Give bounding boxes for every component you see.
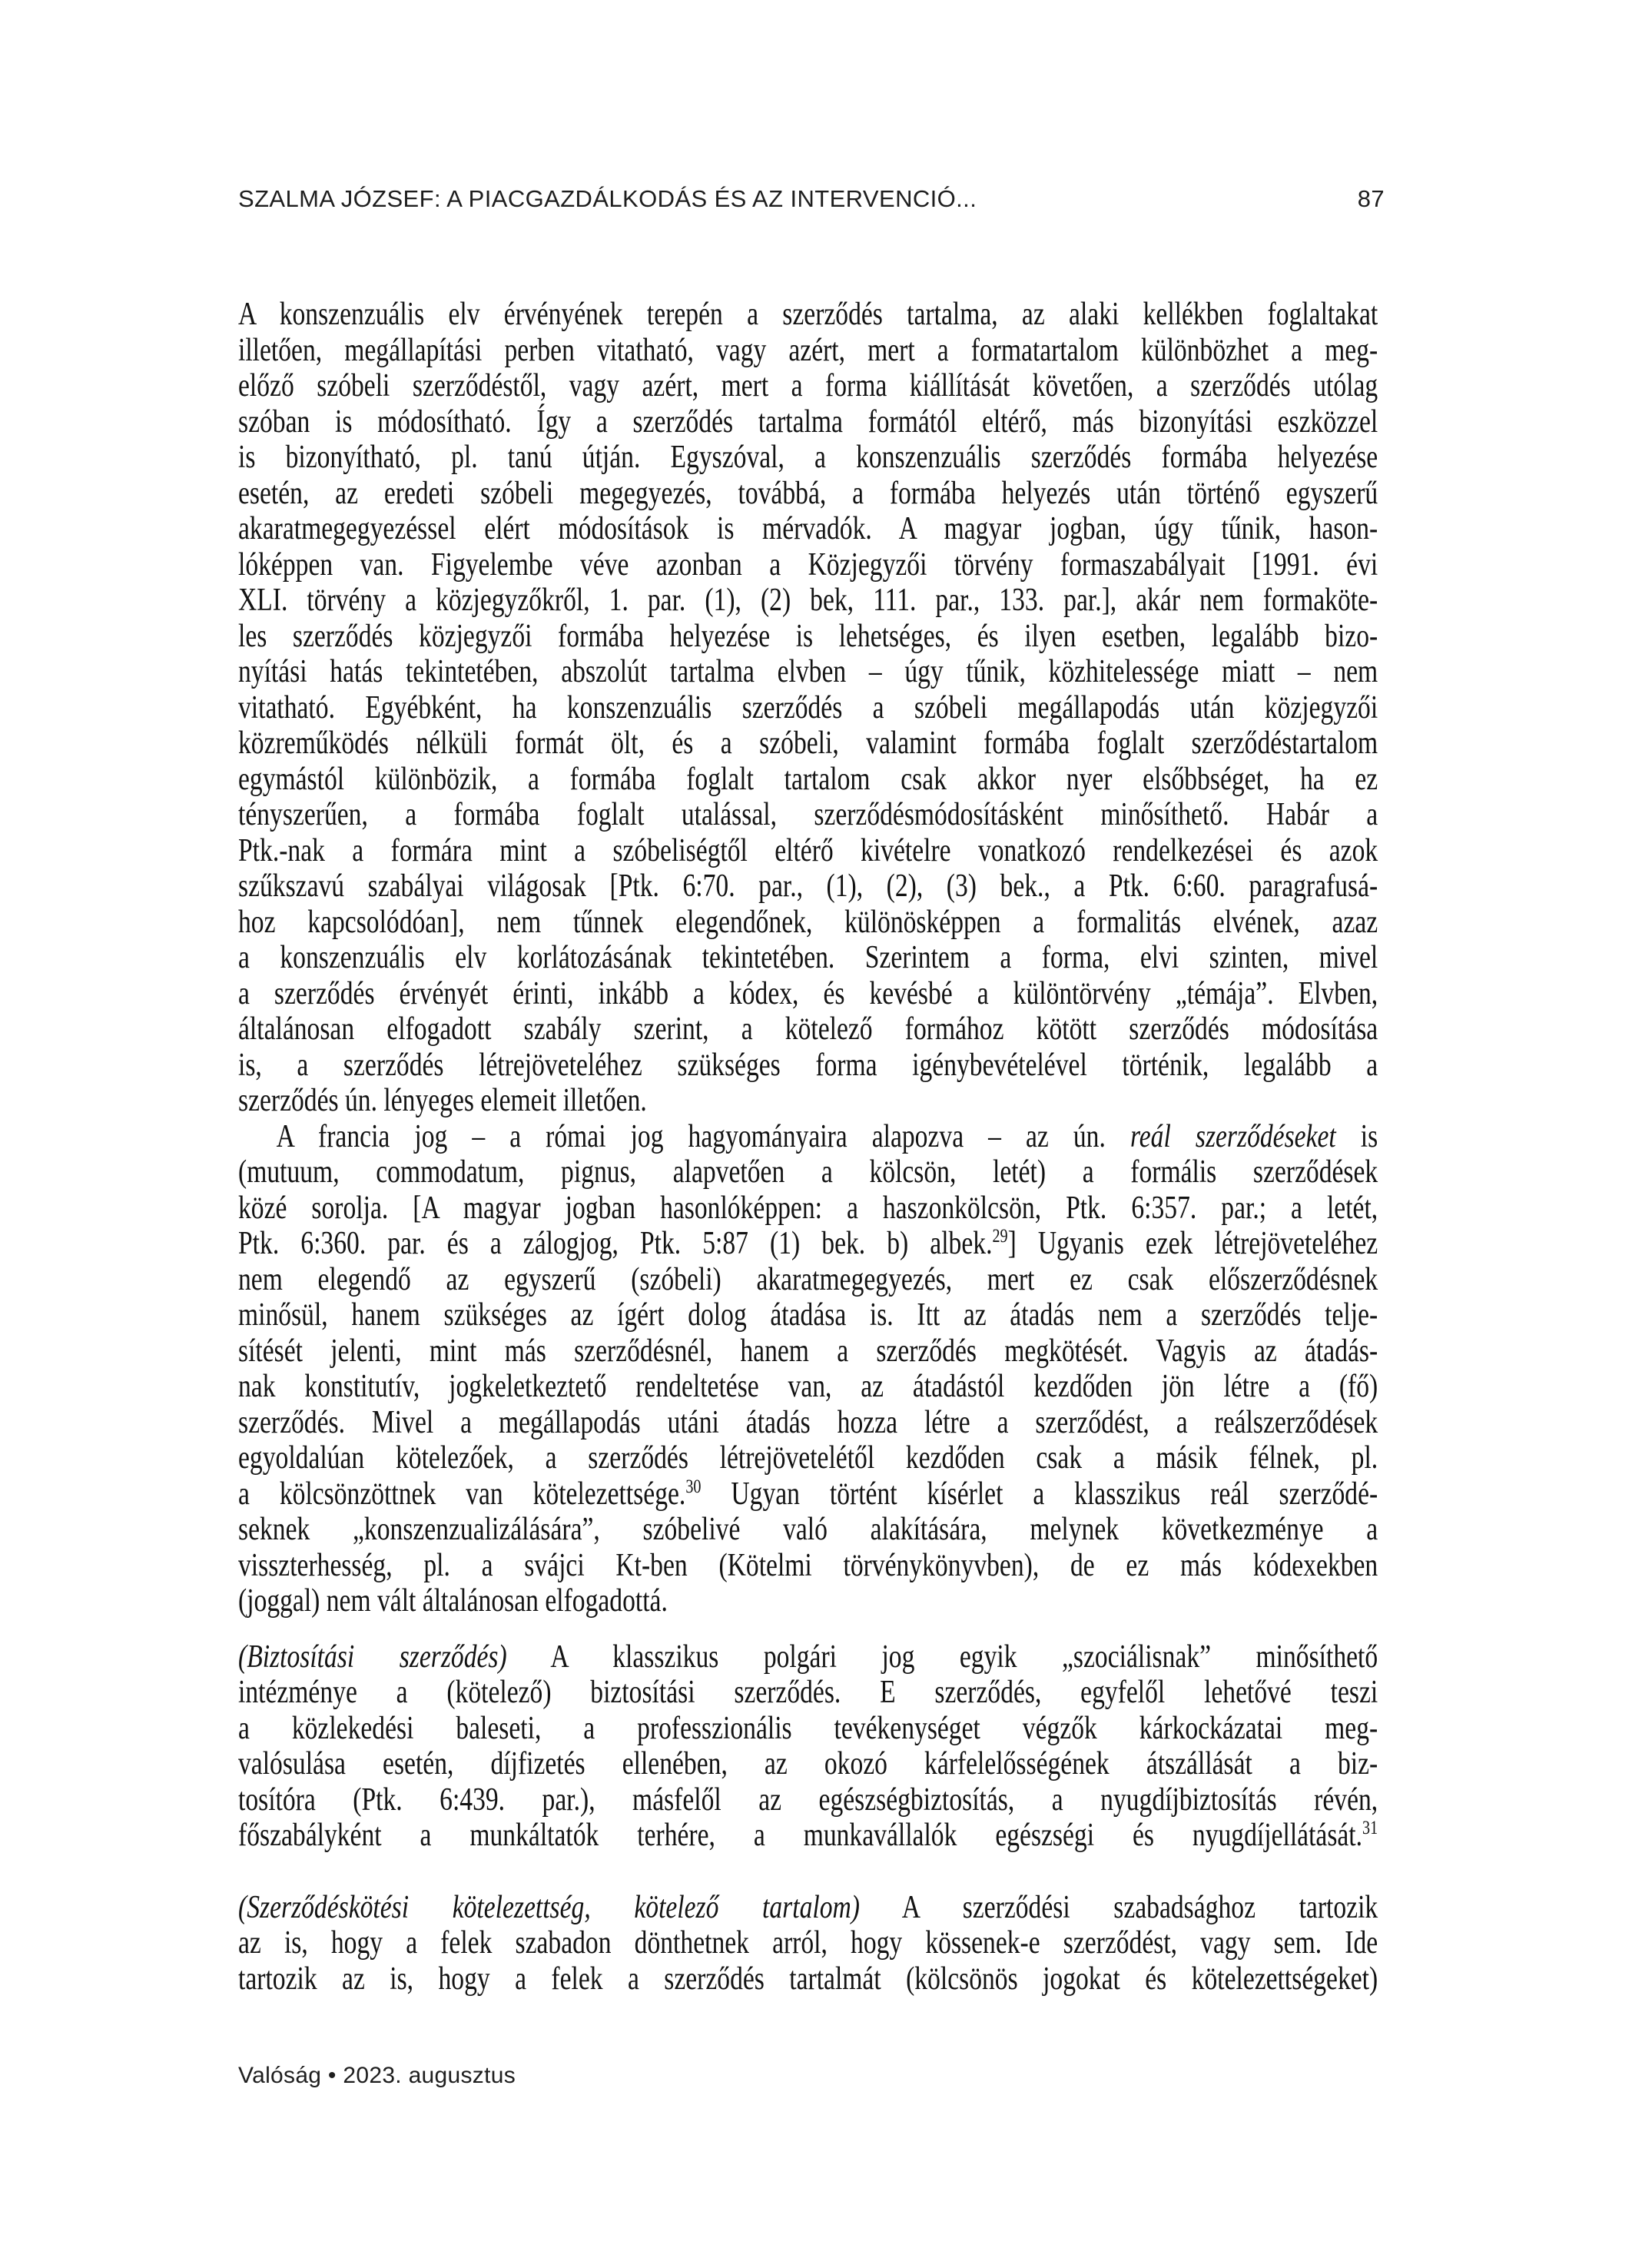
text-line — [238, 690, 1378, 726]
text-line — [238, 762, 1378, 798]
text-line — [238, 368, 1378, 404]
journal-footer-text: Valóság • 2023. augusztus — [238, 2063, 516, 2088]
text-segment: a konszenzuális elv korlátozásának tekintetében. Szerintem a forma, elvi szinten, mivel — [238, 940, 1378, 975]
text-segment: szerződés. Mivel a megállapodás utáni átadás hozza létre a szerződést, a reálszerződések — [238, 1404, 1378, 1440]
text-line — [238, 1440, 1378, 1476]
text-segment: XLI. törvény a közjegyzőkről, 1. par. (1), (2) bek, 111. par., 133. par.], akár nem formaköte- — [238, 583, 1378, 618]
text-segment: reál szerződéseket — [1129, 1118, 1336, 1154]
text-segment: egymástól különbözik, a formába foglalt tartalom csak akkor nyer elsőbbséget, ha ez — [238, 761, 1378, 797]
text-line — [238, 404, 1378, 440]
text-line — [238, 1011, 1378, 1048]
text-segment: (mutuum, commodatum, pignus, alapvetően a kölcsön, letét) a formális szerződések — [238, 1154, 1378, 1190]
text-segment: minősül, hanem szükséges az ígért dolog átadása is. Itt az átadás nem a szerződés telje- — [238, 1297, 1378, 1333]
text-line — [238, 1048, 1378, 1084]
text-line — [238, 1961, 1378, 1997]
text-segment: is, a szerződés létrejöveteléhez szükséges forma igénybevételével történik, legalább a — [238, 1047, 1378, 1083]
paragraph — [238, 297, 1378, 1119]
text-segment: általánosan elfogadott szabály szerint, a kötelező formához kötött szerződés módosítása — [238, 1011, 1378, 1047]
text-segment: hoz kapcsolódóan], nem tűnnek elegendőnek, különösképpen a formalitás elvének, azaz — [238, 904, 1378, 940]
text-line — [238, 1512, 1378, 1548]
text-line — [238, 1476, 1378, 1513]
text-segment: esetén, az eredeti szóbeli megegyezés, továbbá, a formába helyezés után történő egyszerű — [238, 475, 1378, 511]
text-segment: tosítóra (Ptk. 6:439. par.), másfelől az egészségbiztosítás, a nyugdíjbiztosítás révén, — [238, 1782, 1378, 1818]
body-text — [238, 297, 1378, 1997]
text-segment: lóképpen van. Figyelembe véve azonban a Közjegyzői törvény formaszabályait [1991. évi — [238, 546, 1378, 583]
text-line — [238, 1583, 1378, 1619]
text-line — [238, 333, 1378, 369]
text-segment: egyoldalúan kötelezőek, a szerződés létrejövetelétől kezdőden csak a másik félnek, pl. — [238, 1440, 1378, 1476]
paragraph — [238, 1890, 1378, 1997]
text-segment: főszabályként a munkáltatók terhére, a munkavállalók egészségi és nyugdíjellátását. — [238, 1818, 1363, 1853]
text-segment: A szerződési szabadsághoz tartozik — [859, 1889, 1378, 1925]
text-segment: illetően, megállapítási perben vitatható, vagy azért, mert a formatartalom különbözhet a meg- — [238, 332, 1378, 368]
text-segment: les szerződés közjegyzői formába helyezése is lehetséges, és ilyen esetben, legalább bizo- — [238, 618, 1378, 654]
text-segment: nak konstitutív, jogkeletkeztető rendeltetése van, az átadástól kezdőden jön létre a (fő) — [238, 1369, 1378, 1404]
text-line — [238, 654, 1378, 690]
text-line — [238, 868, 1378, 905]
text-segment: tartozik az is, hogy a felek a szerződés tartalmát (kölcsönös jogokat és kötelezettségeket) — [238, 1961, 1378, 1997]
page-footer — [238, 2063, 516, 2089]
text-segment: a közlekedési baleseti, a professzionális tevékenységet végzők kárkockázatai meg- — [238, 1710, 1378, 1746]
text-segment: közreműködés nélküli formát ölt, és a szóbeli, valamint formába foglalt szerződéstartalom — [238, 726, 1378, 761]
text-line — [238, 1548, 1378, 1584]
text-segment: szűkszavú szabályai világosak [Ptk. 6:70. par., (1), (2), (3) bek., a Ptk. 6:60. paragrafusá- — [238, 868, 1378, 904]
text-segment: visszterhesség, pl. a svájci Kt-ben (Kötelmi törvénykönyvben), de ez más kódexekben — [238, 1547, 1378, 1583]
paragraph — [238, 1639, 1378, 1854]
text-line — [238, 940, 1378, 976]
text-line — [238, 511, 1378, 547]
text-line — [238, 1297, 1378, 1333]
text-segment: valósulása esetén, díjfizetés ellenében, az okozó kárfelelősségének átszállását a biz- — [238, 1746, 1378, 1782]
footnote-marker: 29 — [992, 1226, 1008, 1247]
text-segment: a kölcsönzöttnek van kötelezettsége. — [238, 1476, 686, 1512]
text-line — [238, 440, 1378, 476]
text-segment: Ptk. 6:360. par. és a zálogjog, Ptk. 5:87 (1) bek. b) albek. — [238, 1226, 993, 1261]
text-line — [238, 833, 1378, 869]
text-segment: A francia jog – a római jog hagyományaira alapozva – az ún. — [276, 1118, 1130, 1154]
page-header — [238, 185, 1385, 213]
running-title: SZALMA JÓZSEF: A PIACGAZDÁLKODÁS ÉS AZ INTERVENCIÓ... — [238, 185, 977, 212]
text-segment: A klasszikus polgári jog egyik „szociálisnak” minősíthető — [506, 1639, 1378, 1675]
footnote-marker: 30 — [685, 1476, 702, 1497]
paragraph — [238, 1119, 1378, 1619]
text-line — [238, 1226, 1378, 1262]
text-segment: tényszerűen, a formába foglalt utalással, szerződésmódosításként minősíthető. Habár a — [238, 797, 1378, 832]
text-line — [238, 1262, 1378, 1298]
text-line — [238, 1369, 1378, 1405]
text-line — [238, 1119, 1378, 1155]
text-line — [238, 583, 1378, 619]
text-segment: is — [1335, 1118, 1378, 1154]
text-line — [238, 1675, 1378, 1711]
text-segment: seknek „konszenzualizálására”, szóbelivé való alakítására, melynek következménye a — [238, 1512, 1378, 1547]
text-line — [238, 976, 1378, 1012]
page-number: 87 — [1357, 185, 1385, 212]
text-line — [238, 1190, 1378, 1227]
text-segment: nyítási hatás tekintetében, abszolút tartalma elvben – úgy tűnik, közhitelessége miatt – nem — [238, 654, 1378, 689]
text-line — [238, 1711, 1378, 1747]
text-segment: nem elegendő az egyszerű (szóbeli) akaratmegegyezés, mert ez csak előszerződésnek — [238, 1261, 1378, 1297]
text-segment: intézménye a (kötelező) biztosítási szerződés. E szerződés, egyfelől lehetővé teszi — [238, 1675, 1378, 1710]
footnote-marker: 31 — [1362, 1818, 1378, 1838]
text-line — [238, 1818, 1378, 1854]
text-line — [238, 1925, 1378, 1961]
text-segment: is bizonyítható, pl. tanú útján. Egyszóval, a konszenzuális szerződés formába helyezése — [238, 440, 1378, 475]
text-segment: (Szerződéskötési kötelezettség, kötelező tartalom) — [238, 1889, 860, 1925]
text-segment: a szerződés érvényét érinti, inkább a kódex, és kevésbé a különtörvény „témája”. Elvben, — [238, 975, 1378, 1011]
text-line — [238, 1639, 1378, 1675]
text-line — [238, 619, 1378, 655]
text-segment: az is, hogy a felek szabadon dönthetnek arról, hogy kössenek-e szerződést, vagy sem. Ide — [238, 1925, 1378, 1961]
text-line — [238, 476, 1378, 512]
text-line — [238, 547, 1378, 583]
text-segment: szóban is módosítható. Így a szerződés tartalma formától eltérő, más bizonyítási eszközzel — [238, 403, 1378, 440]
text-segment: Ugyan történt kísérlet a klasszikus reál szerződé- — [701, 1476, 1378, 1512]
text-line — [238, 1746, 1378, 1782]
text-line — [238, 1405, 1378, 1441]
text-segment: előző szóbeli szerződéstől, vagy azért, mert a forma kiállítását követően, a szerződés utólag — [238, 368, 1378, 403]
text-line — [238, 1083, 1378, 1119]
text-line — [238, 1782, 1378, 1818]
text-segment: (Biztosítási szerződés) — [238, 1639, 507, 1675]
text-line — [238, 726, 1378, 762]
text-segment: sítését jelenti, mint más szerződésnél, hanem a szerződés megkötését. Vagyis az átadás- — [238, 1333, 1378, 1369]
text-line — [238, 905, 1378, 941]
text-line — [238, 797, 1378, 833]
text-segment: Ptk.-nak a formára mint a szóbeliségtől eltérő kivételre vonatkozó rendelkezései és azok — [238, 832, 1378, 868]
text-line — [238, 1890, 1378, 1926]
text-line — [238, 1154, 1378, 1190]
text-segment: szerződés ún. lényeges elemeit illetően. — [238, 1083, 647, 1118]
text-segment: ] Ugyanis ezek létrejöveteléhez — [1007, 1226, 1378, 1261]
text-line — [238, 297, 1378, 333]
text-segment: vitatható. Egyébként, ha konszenzuális szerződés a szóbeli megállapodás után közjegyzői — [238, 689, 1378, 726]
text-line — [238, 1333, 1378, 1370]
text-segment: akaratmegegyezéssel elért módosítások is mérvadók. A magyar jogban, úgy tűnik, hason- — [238, 511, 1378, 546]
text-segment: A konszenzuális elv érvényének terepén a szerződés tartalma, az alaki kellékben foglaltakat — [238, 297, 1378, 332]
text-segment: (joggal) nem vált általánosan elfogadottá. — [238, 1583, 668, 1619]
text-segment: közé sorolja. [A magyar jogban hasonlóképpen: a haszonkölcsön, Ptk. 6:357. par.; a letét, — [238, 1190, 1378, 1226]
